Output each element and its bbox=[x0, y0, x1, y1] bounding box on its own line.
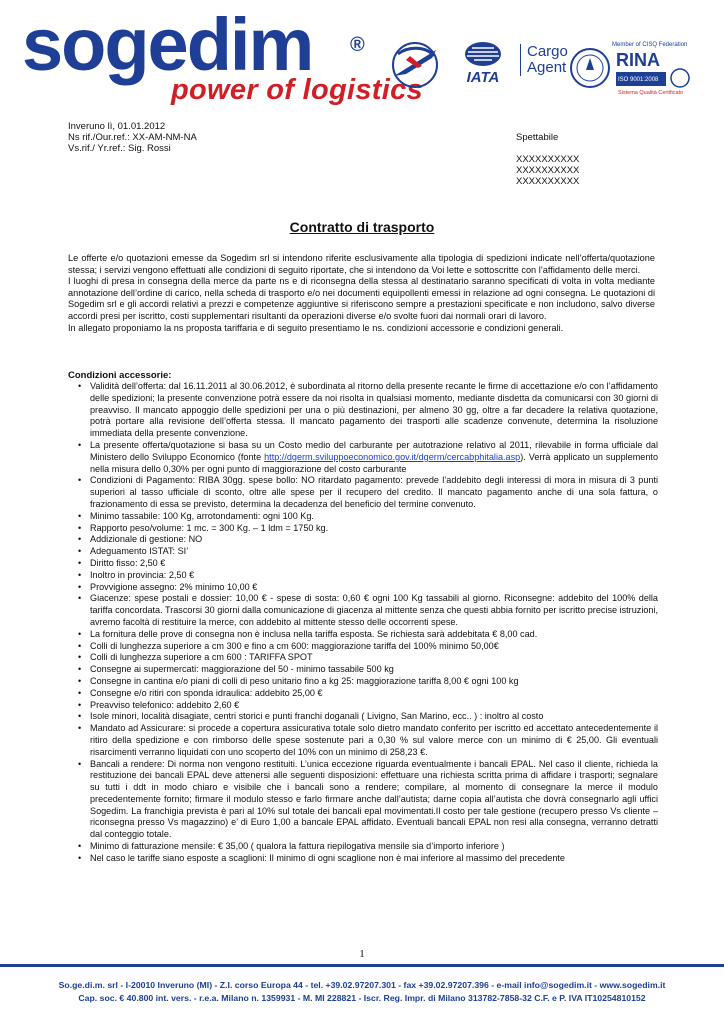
cargo-label-line1: Cargo bbox=[527, 43, 568, 60]
condition-item bbox=[68, 381, 658, 440]
conditions-heading: Condizioni accessorie: bbox=[68, 370, 172, 381]
recipient-block bbox=[516, 132, 579, 187]
condition-text: Colli di lunghezza superiore a cm 600 : TARIFFA SPOT bbox=[90, 652, 313, 663]
company-logo-text: sogedim bbox=[22, 3, 313, 86]
condition-item bbox=[68, 511, 658, 523]
condition-text: Consegne ai supermercati: maggiorazione del 50 - minimo tassabile 500 kg bbox=[90, 664, 394, 675]
condition-item bbox=[68, 475, 658, 510]
place-date: Inveruno lì, 01.01.2012 bbox=[68, 121, 166, 132]
recipient-label: Spettabile bbox=[516, 132, 559, 143]
condition-item bbox=[68, 723, 658, 758]
condition-item bbox=[68, 759, 658, 842]
intro-paragraph: Le offerte e/o quotazioni emesse da Sogedim srl si intendono riferite esclusivamente alla tipologia di spedizioni indicate nell’offerta/quotazione stessa; i servizi vengono effettuati alle condizioni di seguito riportate, che si intendono da Voi lette e sottoscritte con l’affidamento delle merci. bbox=[68, 253, 655, 275]
condition-item bbox=[68, 582, 658, 594]
company-tagline: power of logistics bbox=[171, 74, 423, 106]
fuel-price-link[interactable]: http://dgerm.sviluppoeconomico.gov.it/dgerm/cercabphitalia.asp bbox=[264, 451, 521, 462]
your-reference: Vs.rif./ Yr.ref.: Sig. Rossi bbox=[68, 143, 171, 154]
intro-paragraph: I luoghi di presa in consegna della merce da parte ns e di riconsegna della stessa al destinatario saranno specificati di volta in volta mediante annotazione dell’ordine di carico, nella scheda di trasporto e/o nei documenti equipollenti emessi in relazione ad ogni consegna. Le quotazioni di Sogedim srl e gli accordi relativi a prezzi e competenze aggiuntive si riferiscono sempre a prestazioni specificate e non includono, salvo diverse accordi presi per iscritto, costi supplementari risultanti da operazioni diverse e/o svolte fuori dai normali orari di lavoro. bbox=[68, 276, 655, 321]
intro-paragraph: In allegato proponiamo la ns proposta tariffaria e di seguito presentiamo le ns. condizioni accessorie e condizioni generali. bbox=[68, 322, 564, 333]
condition-text: Validità dell’offerta: dal 16.11.2011 al 30.06.2012, è subordinata al ritorno della presente recante le firme di accettazione e/o con l’affidamento delle spedizioni; la presente convenzione potrà essere da noi risolta in qualsiasi momento, mediante disdetta da comunicarsi con 30 giorni di preavviso. Il mancato appoggio delle spedizioni per una o più destinazioni, per almeno 30 gg, oltre a far decadere la relativa quotazione, potrà portare alla revisione dell’offerta stessa. Il mancato pagamento dei trasporti alle scadenze convenute, determina la risoluzione immediata della presente convenzione. bbox=[90, 381, 658, 439]
condition-text: Giacenze: spese postali e dossier: 10,00 € - spese di sosta: 0,60 € ogni 100 Kg tassabili al giorno. Riconsegne: addebito del 100% della tariffa concordata. Trascorsi 30 giorni dalla comunicazione di giacenza al mittente senza che questi abbia fornito per iscritto precise istruzioni, avremo facoltà di restituire la merce, con addebito al mittente stesso delle occorrenti spese. bbox=[90, 593, 658, 627]
condition-item bbox=[68, 841, 658, 853]
condition-item bbox=[68, 652, 658, 664]
registered-mark: ® bbox=[350, 34, 365, 56]
condition-item bbox=[68, 570, 658, 582]
condition-text: Preavviso telefonico: addebito 2,60 € bbox=[90, 699, 240, 710]
condition-text: La presente offerta/quotazione si basa su un Costo medio del carburante per autotrazione relativo al 2011, rilevabile in forma ufficiale dal Ministero dello Sviluppo Economico (fonte bbox=[90, 439, 658, 462]
condition-text: Diritto fisso: 2,50 € bbox=[90, 557, 166, 568]
condition-text: Nel caso le tariffe siano esposte a scaglioni: Il minimo di ogni scaglione non è mai inferiore al massimo del precedente bbox=[90, 852, 565, 863]
condition-text: Provvigione assegno: 2% minimo 10,00 € bbox=[90, 581, 258, 592]
condition-text: Isole minori, località disagiate, centri storici e punti franchi doganali ( Livigno, San Marino, ecc.. ) : inoltro al costo bbox=[90, 711, 544, 722]
condition-text: Mandato ad Assicurare: si procede a copertura assicurativa totale solo dietro mandato conferito per iscritto ed accettato antecedentemente il ritiro della spedizione e con rimborso delle spese sostenute pari a 0,30 % sul valore merce con un minimo di € 25,00. Gli eventuali risarcimenti verranno liquidati con uno scoperto del 10% con un minimo di 258,23 €. bbox=[90, 723, 658, 757]
footer-divider bbox=[0, 964, 724, 967]
condition-text: Minimo tassabile: 100 Kg, arrotondamenti: ogni 100 Kg. bbox=[90, 510, 314, 521]
intro-section bbox=[68, 253, 655, 334]
condition-text: Consegne e/o ritiri con sponda idraulica: addebito 25,00 € bbox=[90, 687, 323, 698]
condition-text: Adeguamento ISTAT: SI’ bbox=[90, 546, 189, 557]
condition-item bbox=[68, 700, 658, 712]
condition-item bbox=[68, 558, 658, 570]
our-reference: Ns rif./Our.ref.: XX-AM-NM-NA bbox=[68, 132, 197, 143]
condition-item bbox=[68, 711, 658, 723]
rina-certification-logo bbox=[568, 38, 698, 100]
condition-text: Minimo di fatturazione mensile: € 35,00 ( qualora la fattura riepilogativa mensile sia d’importo inferiore ) bbox=[90, 841, 505, 852]
iata-label: IATA bbox=[466, 69, 500, 86]
condition-item bbox=[68, 853, 658, 865]
rina-sub-text: Sistema Qualità Certificato bbox=[618, 90, 684, 96]
rina-iso-text: ISO 9001:2008 bbox=[618, 77, 659, 83]
document-title: Contratto di trasporto bbox=[289, 219, 435, 235]
condition-text: Addizionale di gestione: NO bbox=[90, 534, 203, 545]
condition-item bbox=[68, 440, 658, 475]
condition-text: Consegne in cantina e/o piani di colli di peso unitario fino a kg 25: maggiorazione tariffa 8,00 € ogni 100 kg bbox=[90, 675, 519, 686]
condition-text: Bancali a rendere: Di norma non vengono restituiti. L’unica eccezione riguarda eventualmente i bancali EPAL. Nel caso il cliente, richieda la restituzione dei bancali EPAL deve attenersi alle seguenti disposizioni: effettuare una richiesta scritta prima di affidare i trasporti; segnalare su tutti i ddt in modo chiaro e visibile che i bancali sono a rendere; compilare, al momento di consegnare la merce il modulo precedentemente fornito; firmare il modulo stesso e farlo firmare anche dall’autista; darne copia all’autista che dovrà consegnarlo agli uffici Sogedim. La franchigia prevista è pari al 10% sul totale dei bancali epal movimentati.Il costo per tale gestione (recupero presso Vs cliente – riconsegna presso Vs magazzino) e’ di Euro 1,00 a bancale EPAL affidato. Eventuali bancali EPAL non resi alla consegna, verranno detratti dal conteggio totale. bbox=[90, 758, 658, 840]
reference-block bbox=[68, 121, 197, 154]
condition-item bbox=[68, 629, 658, 641]
condition-text: Rapporto peso/volume: 1 mc. = 300 Kg. – 1 ldm = 1750 kg. bbox=[90, 522, 329, 533]
condition-item bbox=[68, 688, 658, 700]
cargo-label-line2: Agent bbox=[527, 59, 567, 76]
condition-text: Inoltro in provincia: 2,50 € bbox=[90, 569, 195, 580]
iata-logo-icon bbox=[452, 40, 514, 86]
condition-item bbox=[68, 664, 658, 676]
condition-item bbox=[68, 593, 658, 628]
footer-registry-line: Cap. soc. € 40.800 int. vers. - r.e.a. Milano n. 1359931 - M. MI 228821 - Iscr. Reg. Impr. di Milano 313782-7858-32 C.F. e P. IVA IT10254810152 bbox=[78, 993, 646, 1003]
recipient-line: XXXXXXXXXX bbox=[516, 176, 580, 187]
cargo-agent-label bbox=[520, 44, 568, 76]
condition-text: Condizioni di Pagamento: RIBA 30gg. spese bollo: NO ritardato pagamento: prevede l’addebito degli interessi di mora in misura di 3 punti superiori al tasso ufficiale di sconto, oltre alle spese per il recupero del credito. Il mancato pagamento anche di una sola fattura, o frazionamento di essa se previsto, determina la decadenza del beneficio del termine convenuto. bbox=[90, 475, 658, 509]
recipient-spacer bbox=[516, 143, 579, 154]
condition-item bbox=[68, 546, 658, 558]
condition-item bbox=[68, 676, 658, 688]
condition-text-cont: ). Verrà applicato un supplemento nella misura dello 0,30% per ogni punto di maggiorazione del costo carburante bbox=[90, 451, 659, 474]
page-number: 1 bbox=[359, 948, 365, 960]
condition-text: La fornitura delle prove di consegna non è inclusa nella tariffa esposta. Se richiesta sarà addebitata € 8,00 cad. bbox=[90, 628, 538, 639]
rina-member-text: Member of CISQ Federation bbox=[612, 42, 688, 48]
condition-text: Colli di lunghezza superiore a cm 300 e fino a cm 600: maggiorazione tariffa del 100% minimo 50,00€ bbox=[90, 640, 499, 651]
recipient-line: XXXXXXXXXX bbox=[516, 154, 580, 165]
condition-item bbox=[68, 641, 658, 653]
condition-item bbox=[68, 534, 658, 546]
airplane-globe-icon bbox=[386, 36, 444, 94]
footer-address-line: So.ge.di.m. srl - I-20010 Inveruno (MI) - Z.I. corso Europa 44 - tel. +39.02.97207.301 - fax +39.02.97207.396 - e-mail info@sogedim.it - www.sogedim.it bbox=[58, 980, 666, 990]
condition-item bbox=[68, 523, 658, 535]
rina-name: RINA bbox=[616, 50, 660, 70]
recipient-line: XXXXXXXXXX bbox=[516, 165, 580, 176]
conditions-list bbox=[68, 381, 658, 865]
